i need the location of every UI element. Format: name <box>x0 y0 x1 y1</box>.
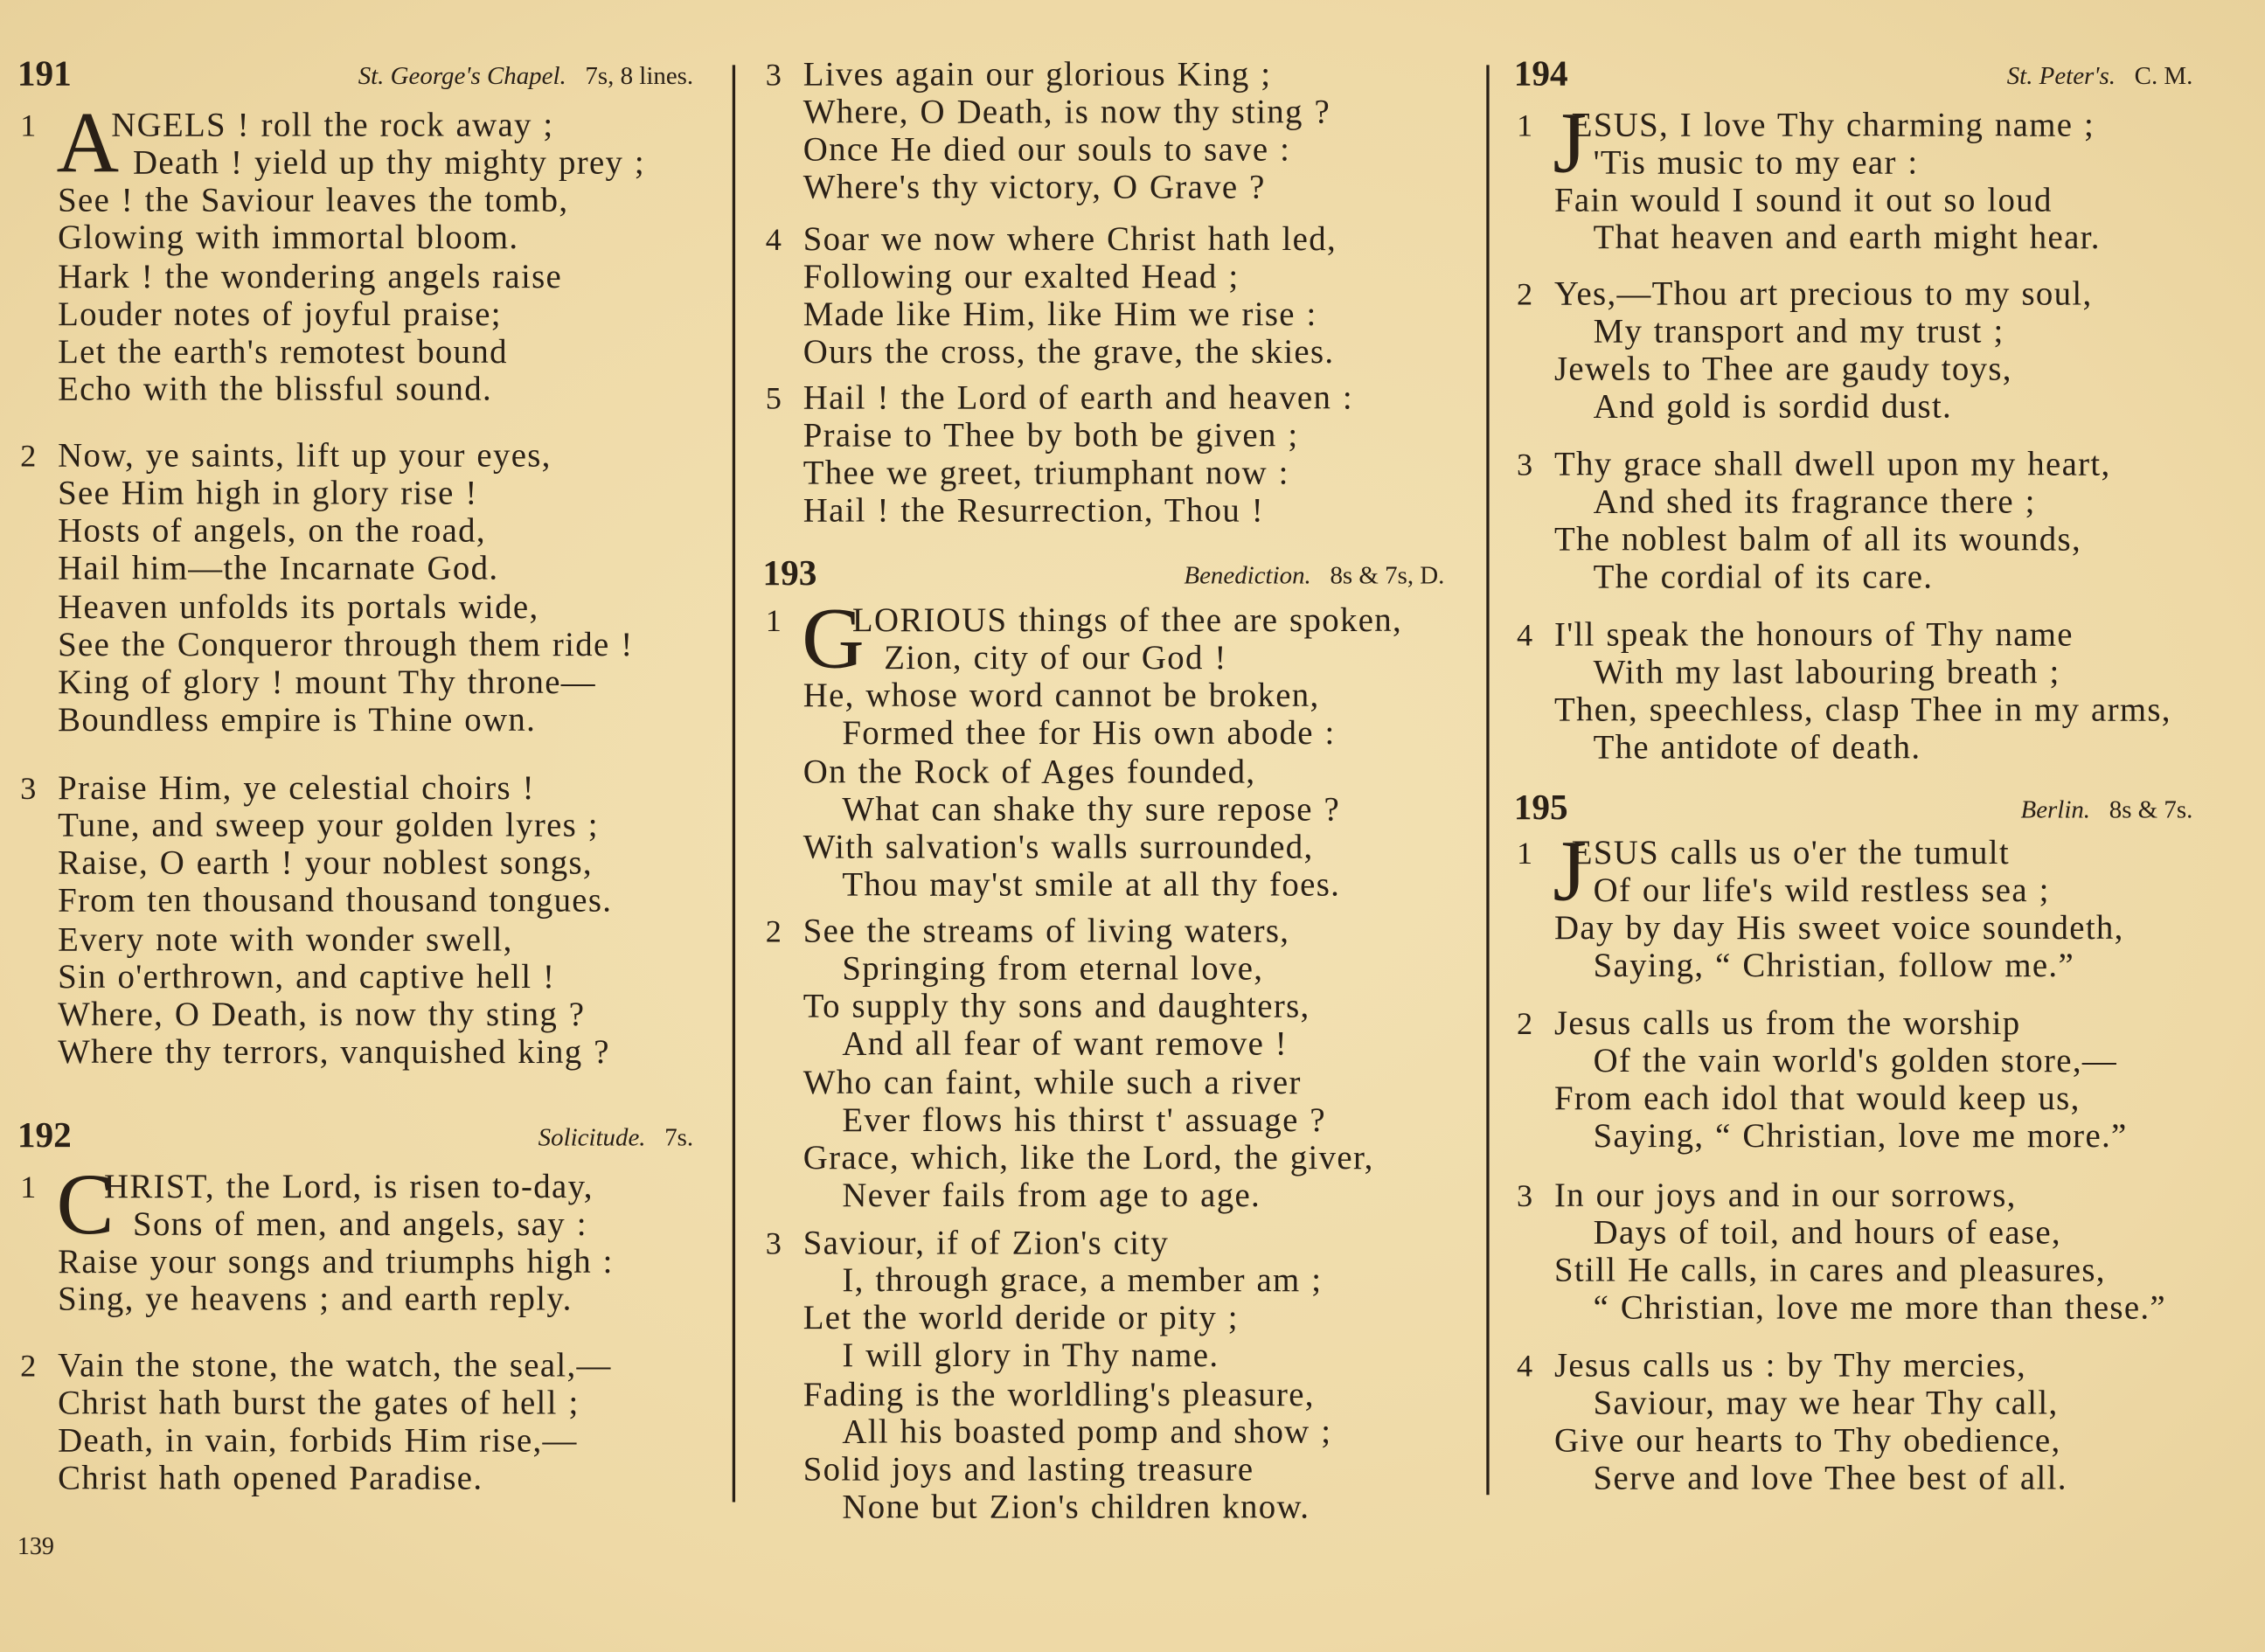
verse-line: That heaven and earth might hear. <box>1593 219 2101 258</box>
hymn-tune-meter <box>1687 790 2192 828</box>
verse-line: Sin o'erthrown, and captive hell ! <box>58 958 556 996</box>
verse-line: Where, O Death, is now thy sting ? <box>58 996 586 1034</box>
verse-line: And shed its fragrance there ; <box>1593 483 2036 522</box>
verse-line: Hark ! the wondering angels raise <box>58 258 563 296</box>
hymn-tune-meter <box>191 1118 693 1156</box>
verse-line: Echo with the blissful sound. <box>58 371 492 409</box>
verse-line: I'll speak the honours of Thy name <box>1553 616 2074 655</box>
verse-line: Death, in vain, forbids Him rise,— <box>58 1423 578 1461</box>
verse-line: Saying, “ Christian, love me more.” <box>1593 1118 2128 1156</box>
verse-line: Where thy terrors, vanquished king ? <box>58 1034 610 1072</box>
verse-line: ESUS, I love Thy charming name ; <box>1571 107 2095 145</box>
verse-line: Vain the stone, the watch, the seal,— <box>58 1347 612 1385</box>
verse-line: Thee we greet, triumphant now : <box>802 455 1289 493</box>
verse-number: 3 <box>1517 1177 1533 1214</box>
page-number: 139 <box>17 1532 54 1560</box>
hymn-tune-meter <box>936 556 1445 593</box>
verse-line: In our joys and in our sorrows, <box>1553 1177 2017 1215</box>
hymn-tune-meter <box>191 56 693 94</box>
verse-line: Days of toil, and hours of ease, <box>1593 1214 2061 1253</box>
verse-line: Zion, city of our God ! <box>884 640 1227 678</box>
verse-number: 1 <box>20 1168 37 1205</box>
verse-line: ESUS calls us o'er the tumult <box>1571 835 2011 873</box>
verse-line: King of glory ! mount Thy throne— <box>58 663 596 702</box>
drop-cap: A <box>56 95 120 191</box>
verse-number: 3 <box>1517 446 1533 482</box>
hymn-tune-meter <box>1687 56 2192 94</box>
verse-line: The noblest balm of all its wounds, <box>1553 522 2081 559</box>
verse-line: What can shake thy sure repose ? <box>842 791 1341 829</box>
meter: 8s & 7s, D. <box>1330 560 1445 590</box>
verse-line: “ Christian, love me more than these.” <box>1593 1290 2166 1329</box>
verse-number: 2 <box>20 1347 37 1384</box>
verse-line: Fain would I sound it out so loud <box>1553 182 2053 220</box>
verse-number: 1 <box>1517 107 1533 143</box>
meter: 8s & 7s. <box>2109 794 2193 823</box>
verse-line: Boundless empire is Thine own. <box>58 702 537 740</box>
verse-line: Soar we now where Christ hath led, <box>802 220 1337 259</box>
meter: 7s. <box>664 1121 694 1151</box>
verse-line: Tune, and sweep your golden lyres ; <box>58 807 599 845</box>
verse-line: Lives again our glorious King ; <box>802 56 1272 94</box>
verse-line: Thy grace shall dwell upon my heart, <box>1553 446 2111 484</box>
verse-line: Heaven unfolds its portals wide, <box>58 588 539 627</box>
verse-line: And gold is sordid dust. <box>1593 389 1953 427</box>
hymn-number: 193 <box>762 554 817 594</box>
verse-line: All his boasted pomp and show ; <box>842 1413 1332 1452</box>
verse-line: See Him high in glory rise ! <box>58 475 478 513</box>
verse-line: HRIST, the Lord, is risen to-day, <box>103 1168 594 1206</box>
tune-name: St. Peter's. <box>2006 60 2116 90</box>
verse-line: The antidote of death. <box>1593 730 1921 768</box>
verse-line: Praise Him, ye celestial choirs ! <box>58 769 535 808</box>
verse-line: Raise, O earth ! your noblest songs, <box>58 845 593 884</box>
verse-line: Made like Him, like Him we rise : <box>802 296 1317 335</box>
verse-number: 1 <box>1517 835 1533 871</box>
tune-name: St. George's Chapel. <box>358 60 566 90</box>
verse-line: Saviour, if of Zion's city <box>802 1225 1170 1263</box>
verse-line: Thou may'st smile at all thy foes. <box>842 866 1341 905</box>
verse-number: 2 <box>1517 275 1533 312</box>
drop-cap: J <box>1553 95 1587 191</box>
verse-line: Saying, “ Christian, follow me.” <box>1593 947 2075 986</box>
verse-number: 4 <box>765 220 782 258</box>
verse-line: Death ! yield up thy mighty prey ; <box>133 144 646 183</box>
tune-name: Benediction. <box>1184 560 1311 590</box>
verse-line: 'Tis music to my ear : <box>1593 144 1919 183</box>
verse-number: 5 <box>765 379 782 416</box>
verse-line: Saviour, may we hear Thy call, <box>1593 1385 2059 1423</box>
drop-cap: C <box>56 1156 115 1253</box>
verse-line: Louder notes of joyful praise; <box>58 295 502 334</box>
verse-line: Jewels to Thee are gaudy toys, <box>1553 351 2012 389</box>
verse-number: 4 <box>1517 616 1533 653</box>
meter: 7s, 8 lines. <box>585 60 694 90</box>
verse-line: From ten thousand thousand tongues. <box>58 883 613 921</box>
verse-line: Once He died our souls to save : <box>802 131 1291 170</box>
verse-line: Christ hath burst the gates of hell ; <box>58 1385 580 1423</box>
verse-number: 3 <box>765 56 782 93</box>
drop-cap: J <box>1553 823 1587 919</box>
drop-cap: G <box>802 590 865 686</box>
verse-line: Jesus calls us from the worship <box>1553 1005 2021 1044</box>
verse-line: See ! the Saviour leaves the tomb, <box>58 182 569 220</box>
verse-line: Where, O Death, is now thy sting ? <box>802 94 1331 132</box>
verse-line: With salvation's walls surrounded, <box>802 829 1314 867</box>
verse-line: Serve and love Thee best of all. <box>1593 1461 2067 1499</box>
verse-line: He, whose word cannot be broken, <box>802 677 1320 716</box>
tune-name: Solicitude. <box>538 1121 646 1151</box>
verse-line: The cordial of its care. <box>1593 559 1934 598</box>
verse-line: NGELS ! roll the rock away ; <box>111 107 554 145</box>
verse-line: Then, speechless, clasp Thee in my arms, <box>1553 691 2171 730</box>
verse-line: Every note with wonder swell, <box>58 920 513 959</box>
verse-line: Grace, which, like the Lord, the giver, <box>802 1139 1374 1177</box>
verse-line: Ours the cross, the grave, the skies. <box>802 334 1335 372</box>
verse-line: On the Rock of Ages founded, <box>802 753 1256 791</box>
hymn-number: 195 <box>1513 788 1568 828</box>
verse-line: Formed thee for His own abode : <box>842 715 1336 753</box>
verse-line: Hosts of angels, on the road, <box>58 513 486 552</box>
verse-number: 2 <box>20 437 37 474</box>
verse-number: 3 <box>20 769 37 807</box>
verse-line: Glowing with immortal bloom. <box>58 219 519 258</box>
verse-line: Following our exalted Head ; <box>802 259 1240 296</box>
verse-number: 2 <box>1517 1005 1533 1042</box>
verse-line: Where's thy victory, O Grave ? <box>802 170 1266 208</box>
verse-number: 1 <box>765 602 782 639</box>
verse-line: Raise your songs and triumphs high : <box>58 1244 614 1282</box>
verse-line: LORIOUS things of thee are spoken, <box>851 602 1403 641</box>
verse-number: 3 <box>765 1225 782 1261</box>
verse-line: Springing from eternal love, <box>842 950 1264 989</box>
verse-line: Ever flows his thirst t' assuage ? <box>842 1101 1326 1140</box>
verse-line: Let the world deride or pity ; <box>802 1300 1239 1338</box>
verse-line: Yes,—Thou art precious to my soul, <box>1553 275 2093 314</box>
column-divider <box>733 65 735 1502</box>
column-divider <box>1486 65 1489 1495</box>
verse-line: Day by day His sweet voice soundeth, <box>1553 910 2124 948</box>
verse-line: I, through grace, a member am ; <box>842 1262 1323 1301</box>
verse-line: With my last labouring breath ; <box>1593 654 2060 692</box>
verse-line: See the streams of living waters, <box>802 913 1290 951</box>
verse-line: From each idol that would keep us, <box>1553 1080 2081 1119</box>
hymn-number: 194 <box>1513 54 1568 94</box>
verse-line: Let the earth's remotest bound <box>58 333 508 371</box>
verse-line: Praise to Thee by both be given ; <box>802 417 1299 455</box>
verse-number: 4 <box>1517 1347 1533 1384</box>
verse-line: Still He calls, in cares and pleasures, <box>1553 1253 2106 1291</box>
verse-line: Hail ! the Resurrection, Thou ! <box>802 493 1265 531</box>
verse-line: Hail ! the Lord of earth and heaven : <box>802 379 1354 418</box>
verse-line: Never fails from age to age. <box>842 1177 1261 1215</box>
verse-line: My transport and my trust ; <box>1593 313 2004 351</box>
verse-line: Jesus calls us : by Thy mercies, <box>1553 1347 2027 1385</box>
verse-number: 2 <box>765 913 782 949</box>
verse-line: I will glory in Thy name. <box>842 1337 1219 1376</box>
verse-line: Sing, ye heavens ; and earth reply. <box>58 1281 573 1320</box>
verse-line: To supply thy sons and daughters, <box>802 988 1310 1026</box>
verse-line: Hail him—the Incarnate God. <box>58 551 499 589</box>
verse-line: None but Zion's children know. <box>842 1489 1310 1527</box>
verse-line: Sons of men, and angels, say : <box>133 1205 587 1244</box>
verse-line: Give our hearts to Thy obedience, <box>1553 1423 2061 1461</box>
verse-line: Now, ye saints, lift up your eyes, <box>58 437 552 475</box>
verse-line: Christ hath opened Paradise. <box>58 1461 483 1499</box>
verse-line: Of the vain world's golden store,— <box>1593 1043 2118 1081</box>
meter: C. M. <box>2134 60 2193 90</box>
verse-line: And all fear of want remove ! <box>842 1025 1289 1064</box>
verse-line: Who can faint, while such a river <box>802 1064 1302 1102</box>
hymn-number: 192 <box>17 1116 72 1156</box>
verse-line: Of our life's wild restless sea ; <box>1593 872 2050 911</box>
hymn-number: 191 <box>17 54 72 94</box>
verse-line: Fading is the worldling's pleasure, <box>802 1376 1315 1414</box>
verse-number: 1 <box>20 107 37 143</box>
verse-line: See the Conqueror through them ride ! <box>58 626 634 664</box>
verse-line: Solid joys and lasting treasure <box>802 1451 1254 1489</box>
tune-name: Berlin. <box>2020 794 2091 823</box>
